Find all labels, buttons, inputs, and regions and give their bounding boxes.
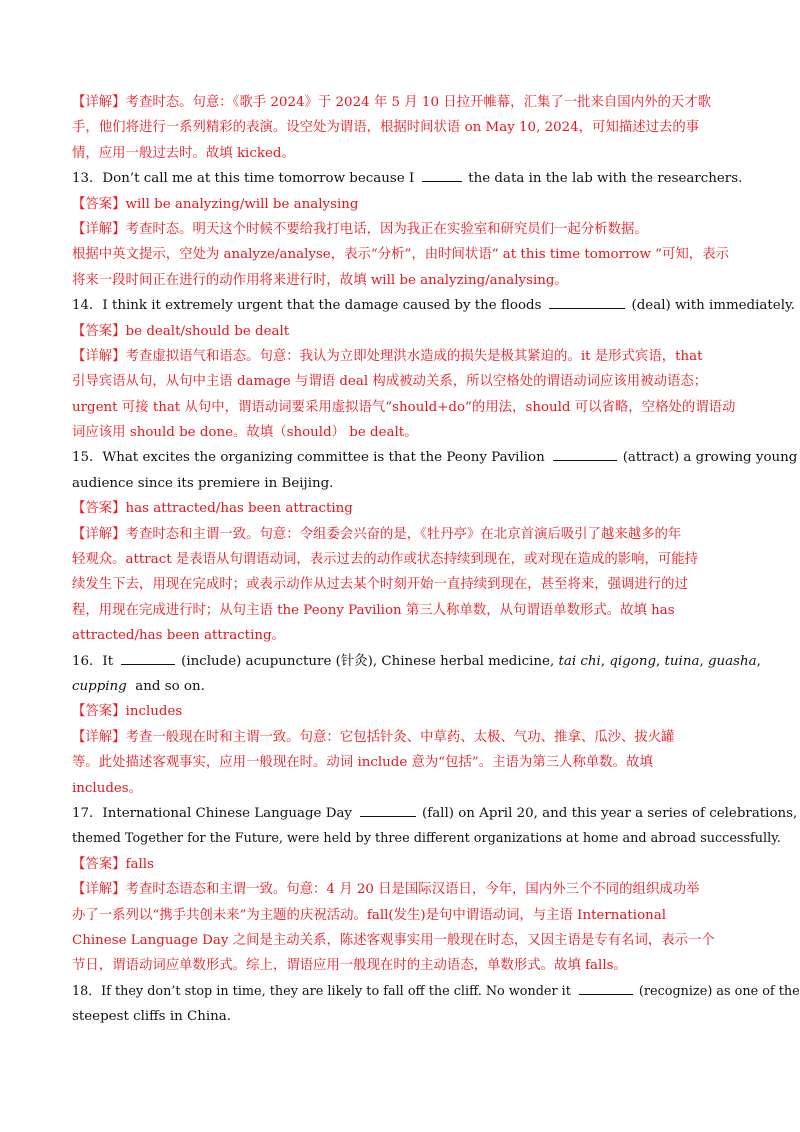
q15-blank bbox=[553, 447, 617, 461]
q15-line-2: audience since its premiere in Beijing. bbox=[72, 475, 334, 491]
q16-last-item: cupping bbox=[72, 678, 127, 694]
q18-blank bbox=[579, 981, 633, 995]
q15-text-after: (attract) a growing young bbox=[622, 450, 798, 466]
q17-blank bbox=[360, 803, 416, 817]
q18-text-before: 18．If they don’t stop in time, they are likely to fall off the cliff. No wonder it bbox=[72, 983, 571, 999]
q16-item-3: tuina bbox=[664, 653, 700, 669]
q15-explanation-line-1: 【详解】考查时态和主谓一致。句意：令组委会兴奋的是，《牡丹亭》在北京首演后吸引了越来越多的年 bbox=[72, 526, 682, 542]
q18-text-after: (recognize) as one of the bbox=[638, 983, 800, 999]
q14-text-before: 14．I think it extremely urgent that the damage caused by the floods bbox=[72, 298, 542, 314]
q16-explanation-line-2: 等。此处描述客观事实，应用一般现在时。动词 include 意为“包括”。主语为第三人称单数。故填 bbox=[72, 755, 653, 771]
q16-tail: and so on. bbox=[135, 678, 205, 694]
q17-line-2: themed Together for the Future, were held by three different organizations at home and abroad successfully. bbox=[72, 831, 781, 847]
q13-explanation-line-3: 将来一段时间正在进行的动作用将来进行时，故填 will be analyzing/analysing。 bbox=[72, 272, 568, 288]
q16-item-1: tai chi bbox=[558, 653, 601, 669]
q15-answer: 【答案】has attracted/has been attracting bbox=[72, 501, 353, 517]
q17-explanation-line-3: Chinese Language Day 之间是主动关系，陈述客观事实用一般现在时态，又因主语是专有名词，表示一个 bbox=[72, 932, 715, 948]
q13-explanation-line-1: 【详解】考查时态。明天这个时候不要给我打电话，因为我正在实验室和研究员们一起分析数据。 bbox=[72, 221, 648, 237]
question-17 bbox=[72, 801, 798, 826]
q15-explanation-line-5: attracted/has been attracting。 bbox=[72, 628, 285, 644]
q16-explanation-line-1: 【详解】考查一般现在时和主谓一致。句意：它包括针灸、中草药、太极、气功、推拿、瓜沙、拔火罐 bbox=[72, 729, 675, 745]
q13-answer: 【答案】will be analyzing/will be analysing bbox=[72, 196, 359, 212]
q15-explanation-line-3: 续发生下去，用现在完成时；或表示动作从过去某个时刻开始一直持续到现在，甚至将来，强调进行的过 bbox=[72, 577, 688, 593]
q14-explanation-line-1: 【详解】考查虚拟语气和语态。句意：我认为立即处理洪水造成的损失是极其紧迫的。it 是形式宾语，that bbox=[72, 348, 703, 364]
question-18 bbox=[72, 979, 800, 1004]
q17-explanation-line-4: 节日，谓语动词应单数形式。综上，谓语应用一般现在时的主动语态，单数形式。故填 falls。 bbox=[72, 958, 627, 974]
q14-explanation-line-4: 词应该用 should be done。故填（should） be dealt。 bbox=[72, 425, 418, 441]
q16-text-after: (include) acupuncture (针灸), Chinese herbal medicine, bbox=[181, 653, 555, 669]
q14-blank bbox=[549, 295, 625, 309]
q15-text-before: 15．What excites the organizing committee is that the Peony Pavilion bbox=[72, 450, 545, 466]
question-16: 16．It (include) acupuncture (针灸), Chinese herbal medicine, tai chi, qigong, tuina, guasha, bbox=[72, 649, 732, 674]
q13-text-before: 13．Don’t call me at this time tomorrow because I bbox=[72, 171, 415, 187]
question-15 bbox=[72, 445, 798, 470]
q17-text-after: (fall) on April 20, and this year a series of celebrations, bbox=[422, 805, 798, 821]
q16-text-before: 16．It bbox=[72, 653, 114, 669]
q16-line-2 bbox=[72, 674, 732, 699]
q14-explanation-line-3: urgent 可接 that 从句中，谓语动词要采用虚拟语气“should+do”的用法，should 可以省略，空格处的谓语动 bbox=[72, 399, 736, 415]
q17-answer: 【答案】falls bbox=[72, 856, 154, 872]
q17-explanation-line-1: 【详解】考查时态语态和主谓一致。句意：4 月 20 日是国际汉语日，今年，国内外三个不同的组织成功举 bbox=[72, 882, 700, 898]
q16-explanation-line-3: includes。 bbox=[72, 780, 143, 796]
prev-explanation-line-3: 情，应用一般过去时。故填 kicked。 bbox=[72, 145, 295, 161]
q16-answer: 【答案】includes bbox=[72, 704, 183, 720]
q16-item-2: qigong bbox=[609, 653, 657, 669]
q13-blank bbox=[422, 168, 462, 182]
q17-explanation-line-2: 办了一系列以“携手共创未来”为主题的庆祝活动。fall(发生)是句中谓语动词，与主语 International bbox=[72, 907, 667, 923]
q15-explanation-line-4: 程，用现在完成进行时；从句主语 the Peony Pavilion 第三人称单数，从句谓语单数形式。故填 has bbox=[72, 602, 675, 618]
q18-line-2: steepest cliffs in China. bbox=[72, 1009, 231, 1025]
q14-text-after: (deal) with immediately. bbox=[631, 298, 796, 314]
q15-explanation-line-2: 轻观众。attract 是表语从句谓语动词，表示过去的动作或状态持续到现在，或对现在造成的影响，可能持 bbox=[72, 552, 699, 568]
q16-item-4: guasha bbox=[707, 653, 757, 669]
q16-blank bbox=[121, 651, 175, 665]
question-13 bbox=[72, 166, 743, 191]
q13-text-after: the data in the lab with the researchers. bbox=[468, 171, 743, 187]
prev-explanation-line-1: 【详解】考查时态。句意：《歌手 2024》于 2024 年 5 月 10 日拉开帷幕，汇集了一批来自国内外的天才歌 bbox=[72, 95, 712, 110]
prev-explanation-line-2: 手，他们将进行一系列精彩的表演。设空处为谓语，根据时间状语 on May 10, 2024，可知描述过去的事 bbox=[72, 120, 700, 136]
question-14 bbox=[72, 293, 796, 318]
q17-text-before: 17．International Chinese Language Day bbox=[72, 805, 353, 821]
q13-explanation-line-2: 根据中英文提示，空处为 analyze/analyse，表示“分析”，由时间状语“ at this time tomorrow ”可知，表示 bbox=[72, 247, 729, 263]
worksheet-page bbox=[72, 90, 800, 1029]
q14-answer: 【答案】be dealt/should be dealt bbox=[72, 323, 290, 339]
q14-explanation-line-2: 引导宾语从句，从句中主语 damage 与谓语 deal 构成被动关系，所以空格处的谓语动词应该用被动语态； bbox=[72, 374, 708, 390]
